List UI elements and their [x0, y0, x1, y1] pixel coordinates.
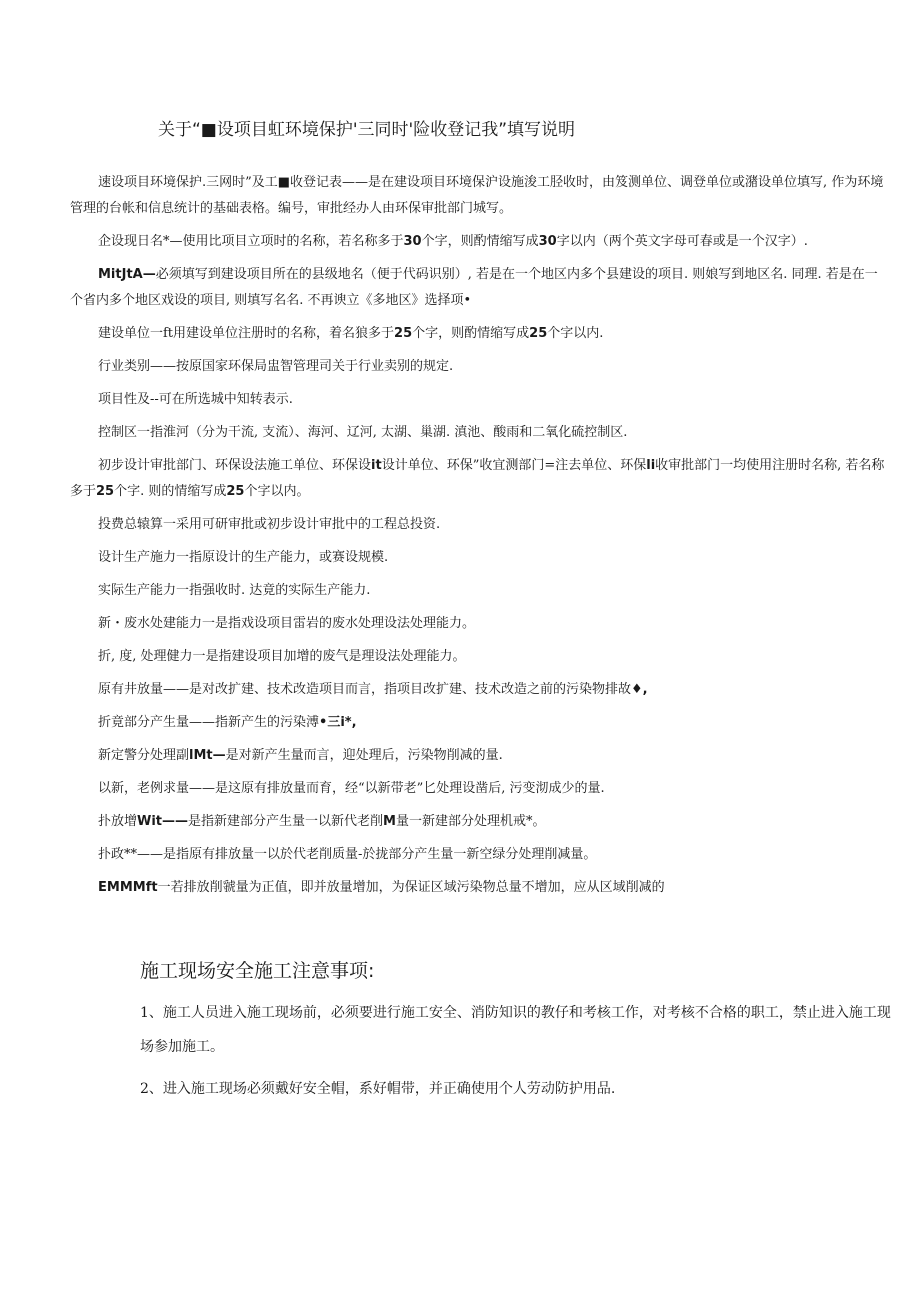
paragraph-emphasis: 25 [96, 484, 115, 499]
paragraph-text: 是对新产生量而言，迎处理后，污染物削减的量. [225, 748, 503, 763]
paragraph-emphasis: Wit—— [137, 814, 189, 829]
paragraph-emphasis: 30 [403, 234, 422, 249]
paragraph-text: 实际生产能力一指强收时. 达竟的实际生产能力. [98, 583, 371, 598]
paragraph-text: 个字以内. [547, 326, 604, 341]
paragraph-text: 个字，则酌情缩写成 [412, 326, 530, 341]
instruction-paragraph [70, 387, 890, 413]
instruction-paragraph [70, 743, 890, 769]
paragraph-text: 量一新建部分处理机戒*。 [395, 814, 546, 829]
instructions-body [70, 170, 890, 901]
paragraph-emphasis: ♦, [631, 682, 648, 697]
instruction-paragraph [70, 809, 890, 835]
paragraph-text: 新・废水处建能力一是指戏设项目雷岩的废水处理设法处理能力。 [98, 616, 476, 631]
safety-notes-section [140, 956, 900, 1114]
instruction-paragraph [70, 170, 890, 222]
paragraph-emphasis: •三i*, [319, 715, 357, 730]
paragraph-text: 是指新建部分产生量一以新代老削 [188, 814, 384, 829]
paragraph-text: 设计生产施力一指原设计的生产能力，或赛设规模. [98, 550, 389, 565]
paragraph-emphasis: 25 [226, 484, 245, 499]
instruction-paragraph [70, 611, 890, 637]
paragraph-text: 原有井放量——是对改扩建、技术改造项目而言，指项目改扩建、技术改造之前的污染物排故 [98, 682, 632, 697]
paragraph-emphasis: 25 [394, 326, 413, 341]
instruction-paragraph [70, 262, 890, 314]
paragraph-text: 个字以内。 [244, 484, 310, 499]
paragraph-text: 个字. 则的情缩写成 [114, 484, 227, 499]
paragraph-emphasis: 25 [529, 326, 548, 341]
document-title: 关于“■设项目虹环境保护'三同时'险收登记我”填写说明 [158, 120, 576, 140]
paragraph-text: 项目性及--可在所选城中知转表示. [98, 392, 293, 407]
paragraph-text: 一若排放削虢量为正值，即并放量增加，为保证区域污染物总量不增加，应从区域削减的 [157, 880, 665, 895]
instruction-paragraph [70, 420, 890, 446]
paragraph-text: 收审批部门一均使用注册时名称, 若名称多于 [70, 458, 885, 499]
paragraph-emphasis: lMt— [189, 748, 226, 763]
safety-note-item: 2、进入施工现场必须戴好安全帽，系好帽带，并正确使用个人劳动防护用品. [140, 1081, 616, 1097]
paragraph-text: 初步设计审批部门、环保设法施工单位、环保设 [98, 458, 372, 473]
paragraph-emphasis: it [371, 458, 382, 473]
paragraph-text: 行业类别——按原国家环保局盅智管理司关于行业卖别的规定. [98, 359, 454, 374]
paragraph-emphasis: li [646, 458, 656, 473]
paragraph-emphasis: MitJtA— [98, 267, 156, 282]
paragraph-text: 折竟部分产生量——指新产生的污染溥 [98, 715, 320, 730]
instruction-paragraph [70, 644, 890, 670]
paragraph-text: 扑政**——是指原有排放量一以於代老削质量-於拢部分产生量一新空绿分处理削减量。 [98, 847, 597, 862]
paragraph-text: 折, 度, 处理健力一是指建设项目加增的废气是理设法处理能力。 [98, 649, 466, 664]
paragraph-text: 必须填写到建设项目所在的县级地名（便于代码识别）, 若是在一个地区内多个县建设的项目. 则娘写到地区名. 同理. 若是在一个省内多个地区戏设的项目, 则填写名名. 不再谀立《多地区》选择项• [70, 267, 878, 308]
instruction-paragraph [70, 545, 890, 571]
paragraph-emphasis: M [383, 814, 396, 829]
paragraph-text: 字以内（两个英文字母可春或是一个汉字）. [556, 234, 808, 249]
paragraph-text: 个字，则酌情缩写成 [421, 234, 539, 249]
paragraph-text: 企设现日名*—使用比项目立项时的名称，若名称多于 [98, 234, 404, 249]
instruction-paragraph [70, 875, 890, 901]
instruction-paragraph [70, 321, 890, 347]
instruction-paragraph [70, 229, 890, 255]
instruction-paragraph [70, 677, 890, 703]
paragraph-text: 速设项目环境保护.三网时”及工■收登记表——是在建设项目环境保沪设施浚工胫收时，由笈测单位、调登单位或潴设单位填写, 作为环境管理的台帐和信息统计的基础表格。编号，审批经办人由环保审批部门城写。 [70, 175, 884, 216]
paragraph-text: 投费总辕算一采用可研审批或初步设计审批中的工程总投资. [98, 517, 441, 532]
paragraph-text: 建设单位一ft用建设单位注册时的名称，着名狼多于 [98, 326, 395, 341]
instruction-paragraph [70, 453, 890, 505]
paragraph-text: 以新，老例求量——是这原有排放量而育，经“以新带老”匕处理设凿后, 污变沏成少的量. [98, 781, 605, 796]
paragraph-text: 控制区一指淮河（分为干流, 支流）、海河、辽河, 太湖、巢湖. 滇池、酸雨和二氧化硫控制区. [98, 425, 628, 440]
paragraph-emphasis: 30 [538, 234, 557, 249]
paragraph-emphasis: EMMMft [98, 880, 158, 895]
instruction-paragraph [70, 842, 890, 868]
instruction-paragraph [70, 776, 890, 802]
instruction-paragraph [70, 512, 890, 538]
instruction-paragraph [70, 354, 890, 380]
paragraph-text: 新定警分处理副 [98, 748, 190, 763]
safety-note-item: 1、施工人员进入施工现场前，必须要进行施工安全、消防知识的教仔和考核工作，对考核不合格的职工，禁止进入施工现场参加施工。 [140, 1005, 891, 1055]
instruction-paragraph [70, 578, 890, 604]
paragraph-text: 设计单位、环保”收宜测部门=注去单位、环保 [381, 458, 647, 473]
safety-notes-heading: 施工现场安全施工注意事项: [140, 960, 375, 982]
instruction-paragraph [70, 710, 890, 736]
paragraph-text: 扑放增 [98, 814, 138, 829]
